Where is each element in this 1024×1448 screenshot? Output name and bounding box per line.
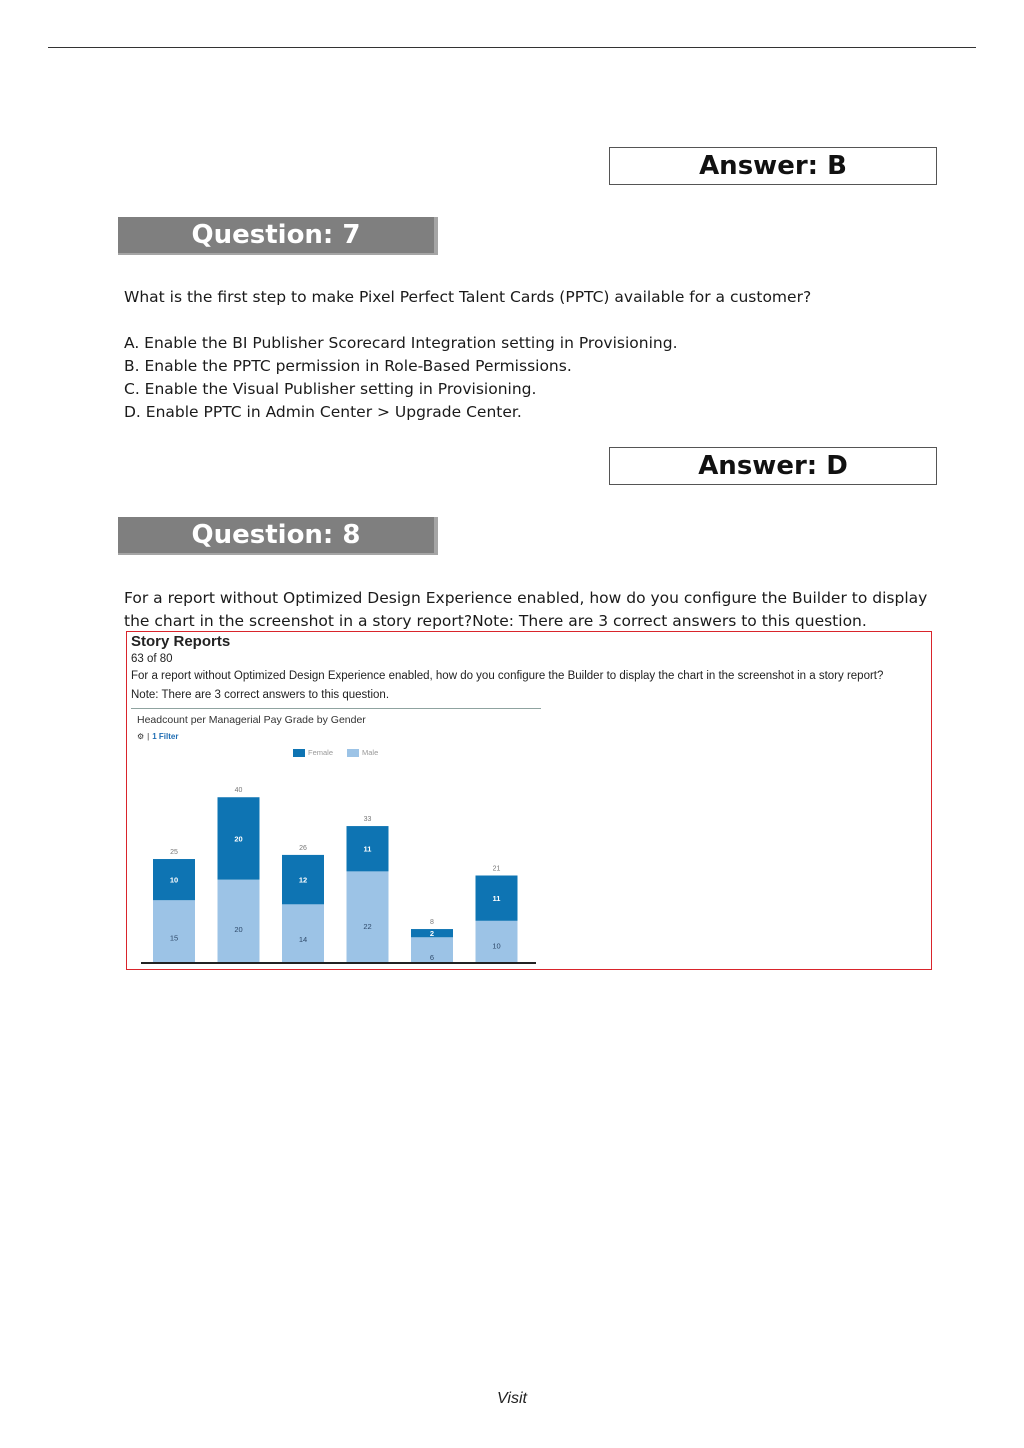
question-8-banner: Question: 8: [118, 517, 438, 555]
filter-link[interactable]: 1 Filter: [152, 732, 179, 741]
data-label-male-1: 20: [234, 925, 243, 935]
footer-text: Visit: [497, 1390, 527, 1407]
bar-male-2: [282, 904, 324, 962]
data-label-male-3: 22: [363, 921, 372, 931]
story-reports-title: Story Reports: [131, 633, 231, 650]
total-label-2: 26: [299, 844, 307, 852]
option-d: D. Enable PPTC in Admin Center > Upgrade Center.: [124, 403, 522, 421]
question-8-text-line-2: the chart in the screenshot in a story report?Note: There are 3 correct answers to this question.: [124, 612, 867, 630]
data-label-female-3: 11: [363, 844, 372, 854]
total-label-5: 21: [492, 865, 501, 873]
legend-female-label: Female: [308, 748, 334, 757]
bar-male-3: [347, 871, 389, 962]
screenshot-question-text: For a report without Optimized Design Experience enabled, how do you configure the Builder to display the chart in the screenshot in a story report?: [131, 670, 884, 682]
answer-box-previous: Answer: B: [609, 147, 937, 185]
data-label-male-2: 14: [298, 934, 308, 944]
question-8-text: [124, 587, 934, 633]
embedded-screenshot: [126, 631, 932, 970]
question-7-text: What is the first step to make Pixel Perfect Talent Cards (PPTC) available for a customer?: [124, 288, 812, 306]
data-label-female-1: 20: [234, 834, 243, 844]
data-label-female-5: 11: [492, 894, 501, 904]
screenshot-note-text: Note: There are 3 correct answers to this question.: [131, 689, 390, 701]
chart-card: [131, 708, 541, 970]
stacked-bar-chart: [131, 709, 541, 970]
total-label-0: 25: [170, 849, 178, 857]
chart-title: Headcount per Managerial Pay Grade by Gender: [137, 714, 366, 726]
bar-male-0: [153, 900, 195, 962]
question-counter: 63 of 80: [131, 653, 173, 665]
data-label-female-2: 12: [298, 875, 308, 885]
data-label-male-0: 15: [169, 933, 179, 943]
option-b: B. Enable the PPTC permission in Role-Based Permissions.: [124, 357, 572, 375]
total-label-3: 33: [363, 816, 372, 824]
top-rule: [48, 47, 976, 48]
data-label-female-4: 2: [429, 929, 435, 939]
question-7-options: [124, 332, 934, 424]
total-label-1: 40: [234, 787, 243, 795]
option-a: A. Enable the BI Publisher Scorecard Integration setting in Provisioning.: [124, 334, 678, 352]
bar-male-1: [218, 880, 260, 962]
legend-male-label: Male: [362, 748, 379, 757]
data-label-male-4: 6: [429, 953, 435, 962]
filter-icon[interactable]: ⚙: [137, 732, 145, 741]
answer-box-question-7: Answer: D: [609, 447, 937, 485]
data-label-male-5: 10: [492, 941, 501, 951]
option-c: C. Enable the Visual Publisher setting in Provisioning.: [124, 380, 537, 398]
question-7-banner: Question: 7: [118, 217, 438, 255]
total-label-4: 8: [430, 919, 434, 927]
data-label-female-0: 10: [169, 875, 179, 885]
question-8-text-line-1: For a report without Optimized Design Experience enabled, how do you configure the Builder to display: [124, 589, 928, 607]
filter-divider: |: [147, 732, 150, 741]
